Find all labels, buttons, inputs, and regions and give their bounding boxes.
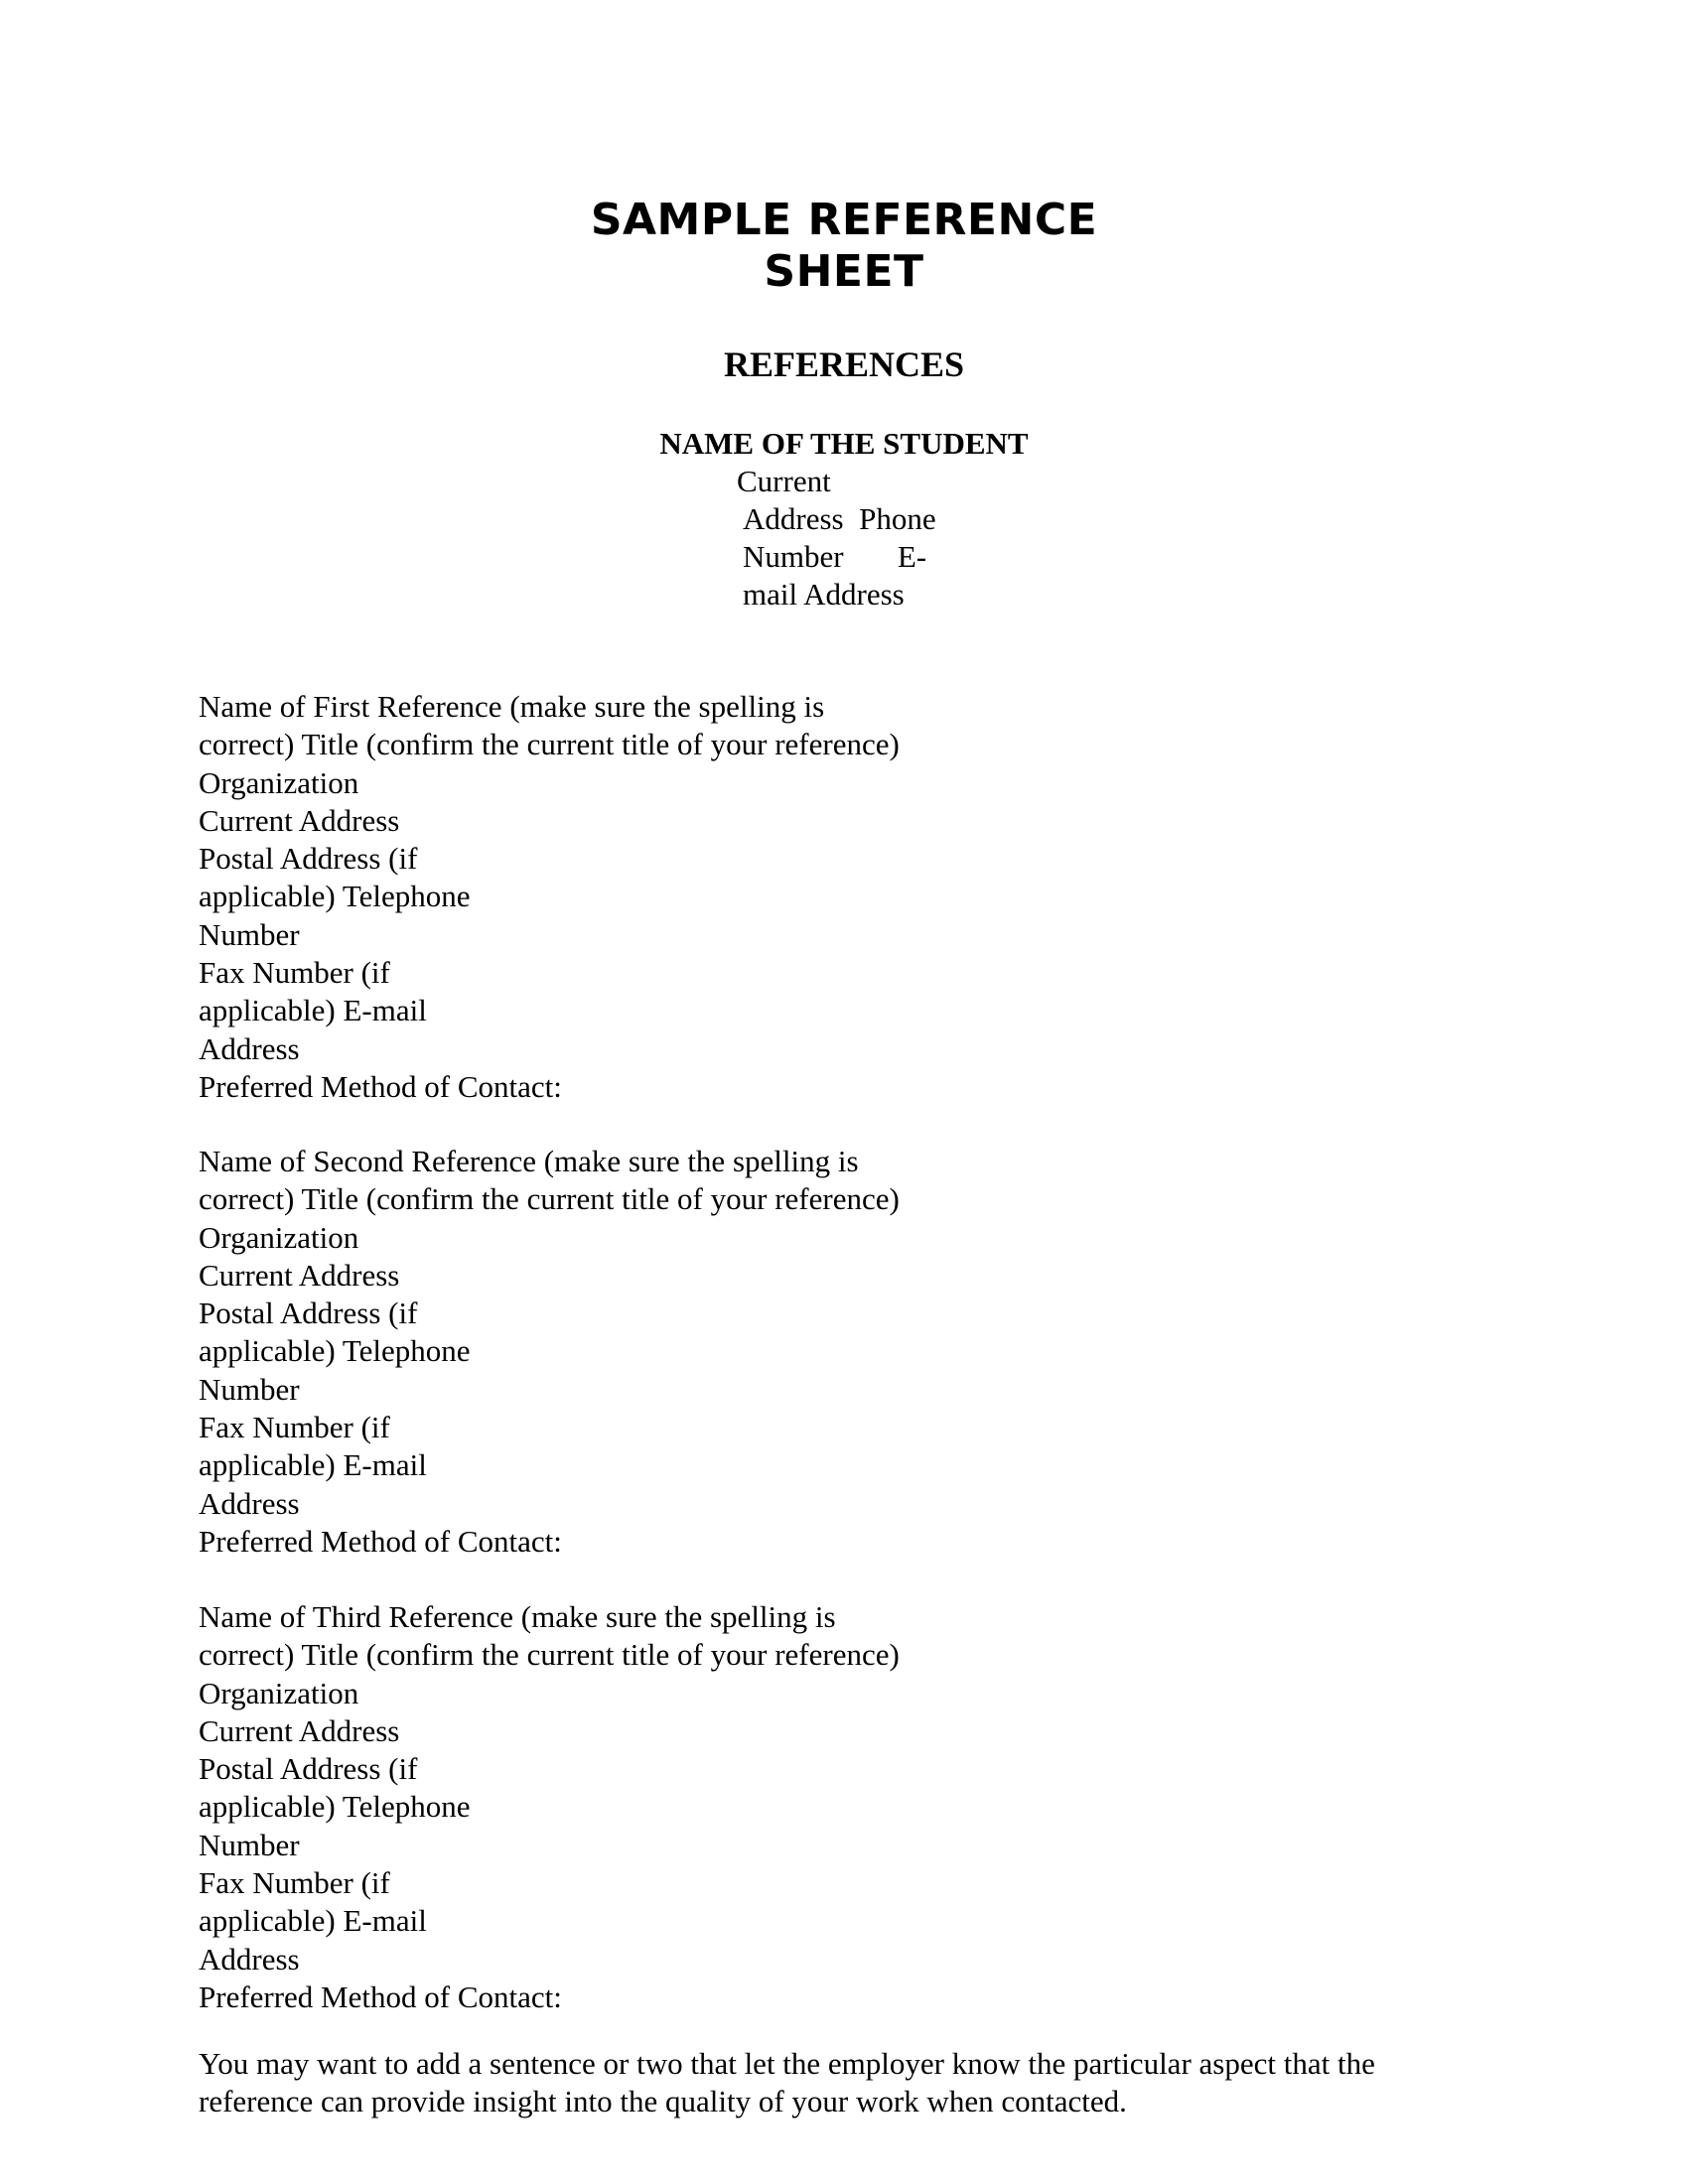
reference-line: Fax Number (if <box>199 955 390 991</box>
reference-line: Number <box>199 1371 300 1407</box>
reference-line: Current Address <box>199 1257 400 1293</box>
reference-line: Preferred Method of Contact: <box>199 1068 562 1104</box>
reference-line: applicable) E-mail <box>199 993 427 1028</box>
reference-line: correct) Title (confirm the current title of your reference) <box>199 1637 900 1673</box>
reference-block-second <box>199 1143 900 1561</box>
reference-line: Address <box>199 1485 300 1521</box>
references-heading: REFERENCES <box>723 344 965 384</box>
reference-line: Fax Number (if <box>199 1865 390 1901</box>
reference-line: Fax Number (if <box>199 1410 390 1445</box>
reference-line: Postal Address (if <box>199 1296 418 1331</box>
document-title-line-1: SAMPLE REFERENCE <box>590 195 1098 245</box>
reference-line: applicable) E-mail <box>199 1447 427 1483</box>
reference-line: Postal Address (if <box>199 1751 418 1787</box>
reference-line: Name of First Reference (make sure the spelling is <box>199 689 825 724</box>
reference-block-first <box>199 688 900 1106</box>
reference-line: Preferred Method of Contact: <box>199 1979 562 2014</box>
closing-note-line-1: You may want to add a sentence or two that let the employer know the particular aspect that the <box>199 2046 1375 2081</box>
reference-line: Preferred Method of Contact: <box>199 1523 562 1559</box>
reference-line: Address <box>199 1941 300 1977</box>
student-contact-line-4: mail Address <box>743 577 905 612</box>
student-contact-line-3: Number E- <box>743 539 927 574</box>
student-contact-line-2: Address Phone <box>743 501 936 536</box>
reference-line: applicable) Telephone <box>199 1333 471 1369</box>
reference-line: applicable) Telephone <box>199 879 471 914</box>
student-name: NAME OF THE STUDENT <box>659 426 1029 461</box>
reference-line: Number <box>199 1827 300 1862</box>
reference-line: Name of Second Reference (make sure the spelling is <box>199 1144 859 1178</box>
reference-line: Organization <box>199 1675 359 1710</box>
reference-line: Current Address <box>199 802 400 838</box>
reference-line: Organization <box>199 764 359 800</box>
reference-line: Name of Third Reference (make sure the spelling is <box>199 1599 836 1634</box>
student-contact-line-1: Current <box>737 464 831 498</box>
reference-line: Address <box>199 1030 300 1066</box>
document-title-line-2: SHEET <box>764 246 924 297</box>
reference-line: Organization <box>199 1219 359 1255</box>
reference-block-third <box>199 1598 900 2016</box>
reference-line: applicable) E-mail <box>199 1903 427 1939</box>
reference-line: correct) Title (confirm the current title of your reference) <box>199 727 900 762</box>
reference-line: Number <box>199 916 300 952</box>
reference-line: correct) Title (confirm the current title of your reference) <box>199 1181 900 1217</box>
reference-line: Current Address <box>199 1712 400 1748</box>
reference-line: applicable) Telephone <box>199 1789 471 1825</box>
closing-note <box>199 2045 1375 2120</box>
reference-line: Postal Address (if <box>199 841 418 877</box>
closing-note-line-2: reference can provide insight into the quality of your work when contacted. <box>199 2084 1127 2118</box>
